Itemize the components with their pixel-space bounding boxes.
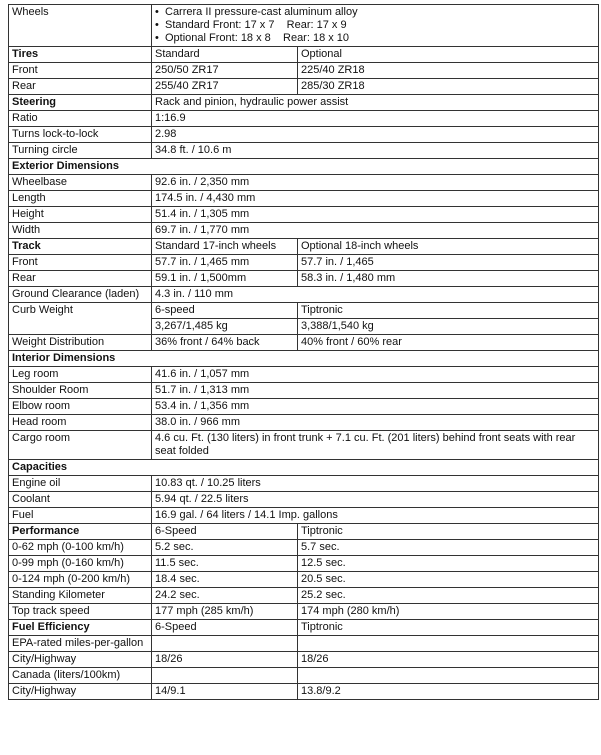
row-label: Top track speed (9, 604, 152, 620)
table-row (9, 668, 599, 684)
cell-value: 69.7 in. / 1,770 mm (152, 223, 599, 239)
table-row (9, 604, 599, 620)
table-row (9, 367, 599, 383)
cell-value: 250/50 ZR17 (152, 63, 298, 79)
cell-value: 40% front / 60% rear (298, 335, 599, 351)
table-row (9, 684, 599, 700)
cell-value: 18/26 (152, 652, 298, 668)
cell-value: 4.6 cu. Ft. (130 liters) in front trunk + 7.1 cu. Ft. (201 liters) behind front seats with rear seat folded (152, 431, 599, 460)
row-label: Wheelbase (9, 175, 152, 191)
section-heading-exterior: Exterior Dimensions (9, 159, 599, 175)
cell-value: 174.5 in. / 4,430 mm (152, 191, 599, 207)
cell-value: 57.7 in. / 1,465 mm (152, 255, 298, 271)
cell-value: 3,388/1,540 kg (298, 319, 599, 335)
cell-value: 12.5 sec. (298, 556, 599, 572)
table-row (9, 636, 599, 652)
column-header: Tiptronic (298, 620, 599, 636)
table-row (9, 255, 599, 271)
cell-value: 92.6 in. / 2,350 mm (152, 175, 599, 191)
row-label: Standing Kilometer (9, 588, 152, 604)
table-row (9, 79, 599, 95)
row-label: Rear (9, 271, 152, 287)
column-header: Tiptronic (298, 524, 599, 540)
cell-value: 5.94 qt. / 22.5 liters (152, 492, 599, 508)
list-item: • Optional Front: 18 x 8 Rear: 18 x 10 (155, 32, 594, 45)
section-heading-tires: Tires (9, 47, 152, 63)
cell-value: 177 mph (285 km/h) (152, 604, 298, 620)
column-header: 6-Speed (152, 620, 298, 636)
table-row (9, 143, 599, 159)
row-label: Coolant (9, 492, 152, 508)
row-label: Cargo room (9, 431, 152, 460)
table-row (9, 111, 599, 127)
cell-value: 13.8/9.2 (298, 684, 599, 700)
row-label: Front (9, 255, 152, 271)
cell-value: 38.0 in. / 966 mm (152, 415, 599, 431)
wheels-label: Wheels (9, 5, 152, 47)
table-row (9, 175, 599, 191)
cell-value: 51.7 in. / 1,313 mm (152, 383, 599, 399)
cell-value: 57.7 in. / 1,465 (298, 255, 599, 271)
column-header: 6-speed (152, 303, 298, 319)
row-label: City/Highway (9, 652, 152, 668)
cell-value: 4.3 in. / 110 mm (152, 287, 599, 303)
table-row (9, 47, 599, 63)
table-row (9, 572, 599, 588)
cell-value: 25.2 sec. (298, 588, 599, 604)
cell-value: 41.6 in. / 1,057 mm (152, 367, 599, 383)
cell-value: 18/26 (298, 652, 599, 668)
table-row (9, 383, 599, 399)
cell-value: 11.5 sec. (152, 556, 298, 572)
table-row (9, 191, 599, 207)
cell-value: 34.8 ft. / 10.6 m (152, 143, 599, 159)
row-label: Leg room (9, 367, 152, 383)
section-heading-fuel-efficiency: Fuel Efficiency (9, 620, 152, 636)
table-row (9, 335, 599, 351)
row-label: Ratio (9, 111, 152, 127)
table-row (9, 287, 599, 303)
cell-value: 53.4 in. / 1,356 mm (152, 399, 599, 415)
table-row (9, 415, 599, 431)
cell-value: 14/9.1 (152, 684, 298, 700)
table-row (9, 351, 599, 367)
table-row (9, 540, 599, 556)
row-label: Rear (9, 79, 152, 95)
cell-value: 1:16.9 (152, 111, 599, 127)
cell-value: 225/40 ZR18 (298, 63, 599, 79)
table-row (9, 524, 599, 540)
table-row (9, 223, 599, 239)
spec-table (8, 4, 599, 700)
row-label: Curb Weight (9, 303, 152, 335)
row-label: Head room (9, 415, 152, 431)
row-label: Engine oil (9, 476, 152, 492)
column-header: Optional (298, 47, 599, 63)
row-label: 0-99 mph (0-160 km/h) (9, 556, 152, 572)
row-label: Front (9, 63, 152, 79)
row-label: Elbow room (9, 399, 152, 415)
cell-value (152, 636, 298, 652)
cell-value: 51.4 in. / 1,305 mm (152, 207, 599, 223)
cell-value: 10.83 qt. / 10.25 liters (152, 476, 599, 492)
section-heading-performance: Performance (9, 524, 152, 540)
row-label: Width (9, 223, 152, 239)
row-label: Height (9, 207, 152, 223)
cell-value: 20.5 sec. (298, 572, 599, 588)
cell-value: 36% front / 64% back (152, 335, 298, 351)
section-heading-capacities: Capacities (9, 460, 599, 476)
column-header: 6-Speed (152, 524, 298, 540)
table-row (9, 460, 599, 476)
row-label: EPA-rated miles-per-gallon (9, 636, 152, 652)
row-label: Ground Clearance (laden) (9, 287, 152, 303)
cell-value: Rack and pinion, hydraulic power assist (152, 95, 599, 111)
row-label: Turning circle (9, 143, 152, 159)
row-label: 0-62 mph (0-100 km/h) (9, 540, 152, 556)
table-row (9, 95, 599, 111)
section-heading-interior: Interior Dimensions (9, 351, 599, 367)
cell-value: 24.2 sec. (152, 588, 298, 604)
table-row (9, 303, 599, 319)
cell-value (298, 668, 599, 684)
cell-value (298, 636, 599, 652)
row-label: Turns lock-to-lock (9, 127, 152, 143)
row-label: Length (9, 191, 152, 207)
table-row (9, 399, 599, 415)
cell-value: 18.4 sec. (152, 572, 298, 588)
cell-value: 16.9 gal. / 64 liters / 14.1 Imp. gallons (152, 508, 599, 524)
row-label: Shoulder Room (9, 383, 152, 399)
cell-value: 58.3 in. / 1,480 mm (298, 271, 599, 287)
row-label: Weight Distribution (9, 335, 152, 351)
row-label: Fuel (9, 508, 152, 524)
cell-value: 3,267/1,485 kg (152, 319, 298, 335)
section-heading-steering: Steering (9, 95, 152, 111)
column-header: Standard 17-inch wheels (152, 239, 298, 255)
list-item: • Standard Front: 17 x 7 Rear: 17 x 9 (155, 19, 594, 32)
cell-value: 255/40 ZR17 (152, 79, 298, 95)
cell-value (152, 668, 298, 684)
wheels-bullet-list (155, 6, 594, 45)
table-row (9, 431, 599, 460)
table-row (9, 127, 599, 143)
table-row (9, 239, 599, 255)
row-label: 0-124 mph (0-200 km/h) (9, 572, 152, 588)
wheels-value (152, 5, 599, 47)
cell-value: 59.1 in. / 1,500mm (152, 271, 298, 287)
table-row (9, 159, 599, 175)
column-header: Tiptronic (298, 303, 599, 319)
cell-value: 5.2 sec. (152, 540, 298, 556)
cell-value: 2.98 (152, 127, 599, 143)
table-row (9, 5, 599, 47)
cell-value: 285/30 ZR18 (298, 79, 599, 95)
table-row (9, 652, 599, 668)
cell-value: 174 mph (280 km/h) (298, 604, 599, 620)
table-row (9, 508, 599, 524)
table-row (9, 207, 599, 223)
table-row (9, 63, 599, 79)
table-row (9, 556, 599, 572)
table-row (9, 620, 599, 636)
table-row (9, 476, 599, 492)
section-heading-track: Track (9, 239, 152, 255)
column-header: Standard (152, 47, 298, 63)
row-label: City/Highway (9, 684, 152, 700)
table-row (9, 492, 599, 508)
row-label: Canada (liters/100km) (9, 668, 152, 684)
table-row (9, 271, 599, 287)
column-header: Optional 18-inch wheels (298, 239, 599, 255)
cell-value: 5.7 sec. (298, 540, 599, 556)
list-item: • Carrera II pressure-cast aluminum alloy (155, 6, 594, 19)
table-row (9, 588, 599, 604)
